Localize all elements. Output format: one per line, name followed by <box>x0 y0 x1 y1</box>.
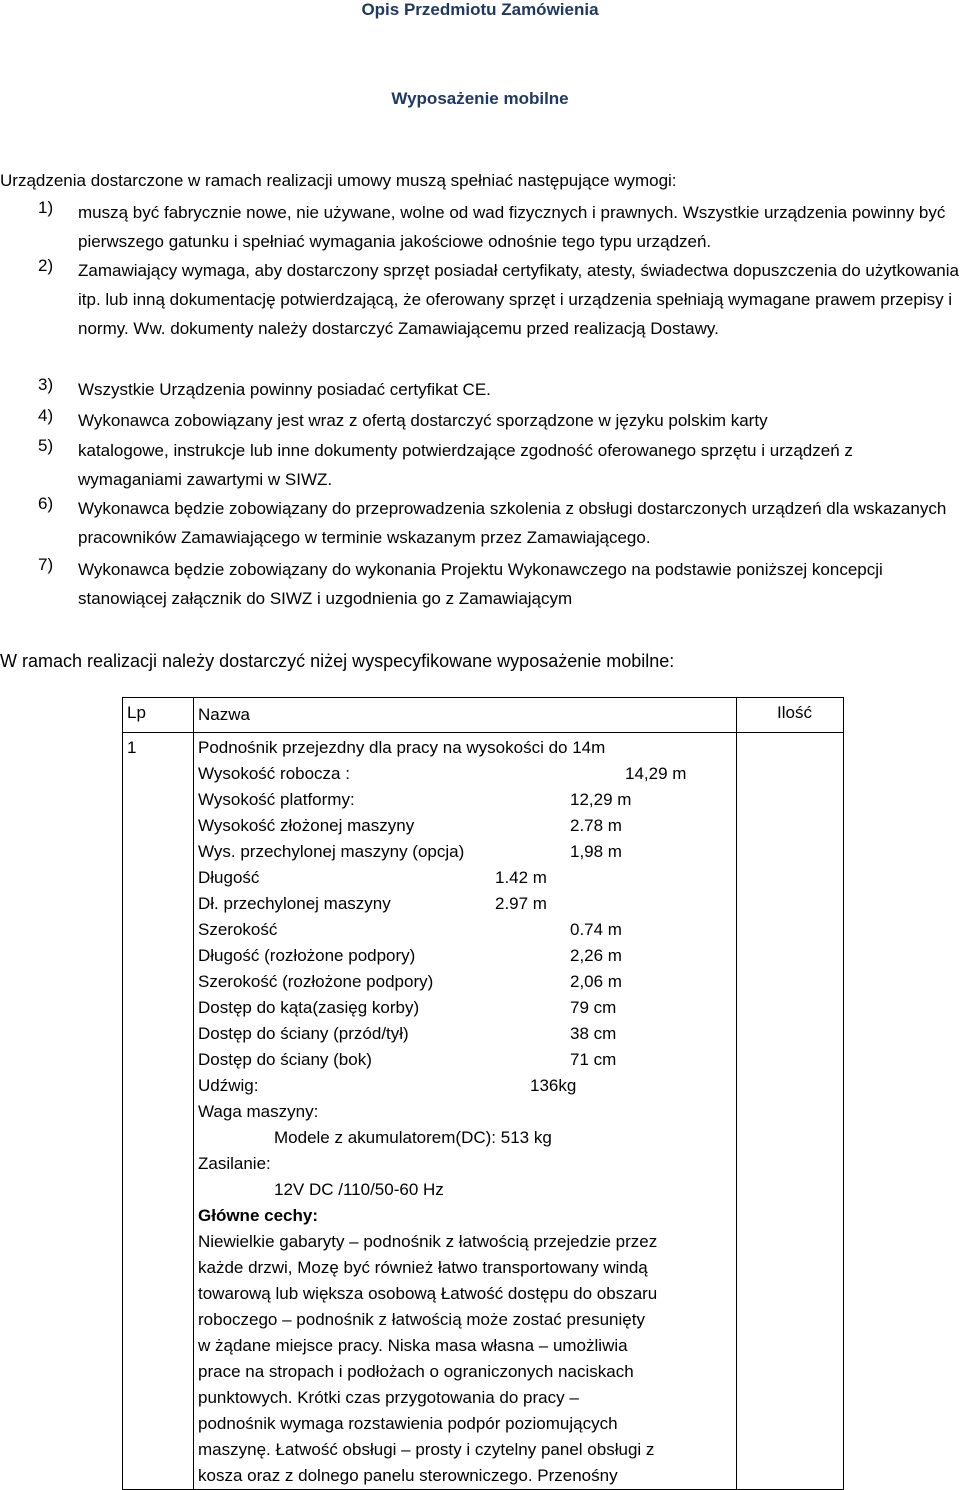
spec-value: 12,29 m <box>570 790 632 809</box>
requirement-text: Wszystkie Urządzenia powinny posiadać certyfikat CE. <box>78 380 491 399</box>
power-value: 12V DC /110/50-60 Hz <box>274 1180 444 1199</box>
spec-row <box>198 943 736 969</box>
features-line: każde drzwi, Mozę być również łatwo transportowany windą <box>198 1258 648 1277</box>
header-name: Nazwa <box>194 698 737 733</box>
requirement-text: Wykonawca będzie zobowiązany do przeprowadzenia szkolenia z obsługi dostarczonych urządzeń dla wskazanych pracowników Zamawiającego w terminie wskazanym przez Zamawiającego. <box>78 499 947 547</box>
spec-value: 1.42 m <box>495 868 547 887</box>
features-line: prace na stropach i podłożach o ograniczonych naciskach <box>198 1362 634 1381</box>
spec-label: Dostęp do ściany (bok) <box>198 1050 372 1069</box>
spec-value: 79 cm <box>570 998 617 1017</box>
spec-row <box>198 995 736 1021</box>
spec-row <box>198 813 736 839</box>
spec-row <box>198 969 736 995</box>
spec-label: Dostęp do kąta(zasięg korby) <box>198 998 420 1017</box>
row-qty <box>737 733 844 1490</box>
spec-row <box>198 1021 736 1047</box>
spec-row <box>198 865 736 891</box>
spec-label: Długość (rozłożone podpory) <box>198 946 416 965</box>
spec-label: Wysokość robocza : <box>198 764 350 783</box>
spec-label: Szerokość (rozłożone podpory) <box>198 972 434 991</box>
features-line: maszynę. Łatwość obsługi – prosty i czytelny panel obsługi z <box>198 1440 655 1459</box>
row-description <box>194 733 737 1490</box>
table-row <box>123 733 844 1490</box>
header-lp: Lp <box>123 698 194 733</box>
features-line: kosza oraz z dolnego panelu sterowniczego. Przenośny <box>198 1466 618 1485</box>
spec-value: 2,26 m <box>570 946 622 965</box>
document-subtitle: Wyposażenie mobilne <box>391 89 569 108</box>
spec-value: 2.78 m <box>570 816 622 835</box>
requirement-text: Zamawiający wymaga, aby dostarczony sprzęt posiadał certyfikaty, atesty, świadectwa dopuszczenia do użytkowania itp. lub inną dokumentację potwierdzającą, że oferowany sprzęt i urządzenia spełniają wymagane prawem przepisy i normy. Ww. dokumenty należy dostarczyć Zamawiającemu przed realizacją Dostawy. <box>78 261 959 338</box>
equipment-subheading: W ramach realizacji należy dostarczyć niżej wyspecyfikowane wyposażenie mobilne: <box>0 651 675 671</box>
spec-row <box>198 839 736 865</box>
spec-value: 1,98 m <box>570 842 622 861</box>
power-label: Zasilanie: <box>198 1154 271 1173</box>
spec-label: Długość <box>198 868 260 887</box>
spec-value: 14,29 m <box>625 764 687 783</box>
requirement-number: 1) <box>38 198 54 217</box>
features-label: Główne cechy: <box>198 1206 318 1225</box>
spec-value: 136kg <box>530 1076 577 1095</box>
table-header-row <box>123 698 844 733</box>
spec-value: 71 cm <box>570 1050 617 1069</box>
equipment-table <box>122 697 844 1490</box>
intro-text: Urządzenia dostarczone w ramach realizacji umowy muszą spełniać następujące wymogi: <box>0 171 677 190</box>
requirement-text: Wykonawca będzie zobowiązany do wykonania Projektu Wykonawczego na podstawie poniższej koncepcji stanowiącej załącznik do SIWZ i uzgodnienia go z Zamawiającym <box>78 560 883 608</box>
spec-value: 2,06 m <box>570 972 622 991</box>
requirement-number: 4) <box>38 406 54 425</box>
spec-row <box>198 761 736 787</box>
requirement-number: 7) <box>38 555 54 574</box>
spec-value: 38 cm <box>570 1024 617 1043</box>
spec-label: Udźwig: <box>198 1076 259 1095</box>
spec-row <box>198 787 736 813</box>
spec-label: Dł. przechylonej maszyny <box>198 894 391 913</box>
features-line: podnośnik wymaga rozstawienia podpór poziomujących <box>198 1414 618 1433</box>
spec-row <box>198 1073 736 1099</box>
row-lp: 1 <box>123 733 194 1490</box>
weight-value: Modele z akumulatorem(DC): 513 kg <box>274 1128 552 1147</box>
features-line: punktowych. Krótki czas przygotowania do pracy – <box>198 1388 579 1407</box>
requirement-text: muszą być fabrycznie nowe, nie używane, wolne od wad fizycznych i prawnych. Wszystkie urządzenia powinny być pierwszego gatunku i spełniać wymagania jakościowe odnośnie tego typu urządzeń. <box>78 203 946 251</box>
spec-label: Wysokość platformy: <box>198 790 355 809</box>
spec-row <box>198 891 736 917</box>
requirement-number: 5) <box>38 436 54 455</box>
spec-value: 0.74 m <box>570 920 622 939</box>
spec-row <box>198 1047 736 1073</box>
weight-label: Waga maszyny: <box>198 1102 319 1121</box>
spec-label: Wys. przechylonej maszyny (opcja) <box>198 842 465 861</box>
features-line: towarową lub większa osobową Łatwość dostępu do obszaru <box>198 1284 658 1303</box>
spec-row <box>198 917 736 943</box>
requirement-text: katalogowe, instrukcje lub inne dokumenty potwierdzające zgodność oferowanego sprzętu i urządzeń z wymaganiami zawartymi w SIWZ. <box>78 441 853 489</box>
spec-label: Dostęp do ściany (przód/tył) <box>198 1024 409 1043</box>
features-line: w żądane miejsce pracy. Niska masa własna – umożliwia <box>198 1336 628 1355</box>
features-line: Niewielkie gabaryty – podnośnik z łatwością przejedzie przez <box>198 1232 658 1251</box>
item-title: Podnośnik przejezdny dla pracy na wysokości do 14m <box>198 738 606 757</box>
requirement-number: 3) <box>38 375 54 394</box>
document-title: Opis Przedmiotu Zamówienia <box>361 0 599 19</box>
features-line: roboczego – podnośnik z łatwością może zostać presunięty <box>198 1310 645 1329</box>
requirement-number: 2) <box>38 256 54 275</box>
spec-label: Wysokość złożonej maszyny <box>198 816 415 835</box>
spec-label: Szerokość <box>198 920 278 939</box>
header-qty: Ilość <box>737 698 844 733</box>
requirement-number: 6) <box>38 494 54 513</box>
spec-value: 2.97 m <box>495 894 547 913</box>
requirement-text: Wykonawca zobowiązany jest wraz z ofertą dostarczyć sporządzone w języku polskim karty <box>78 411 768 430</box>
